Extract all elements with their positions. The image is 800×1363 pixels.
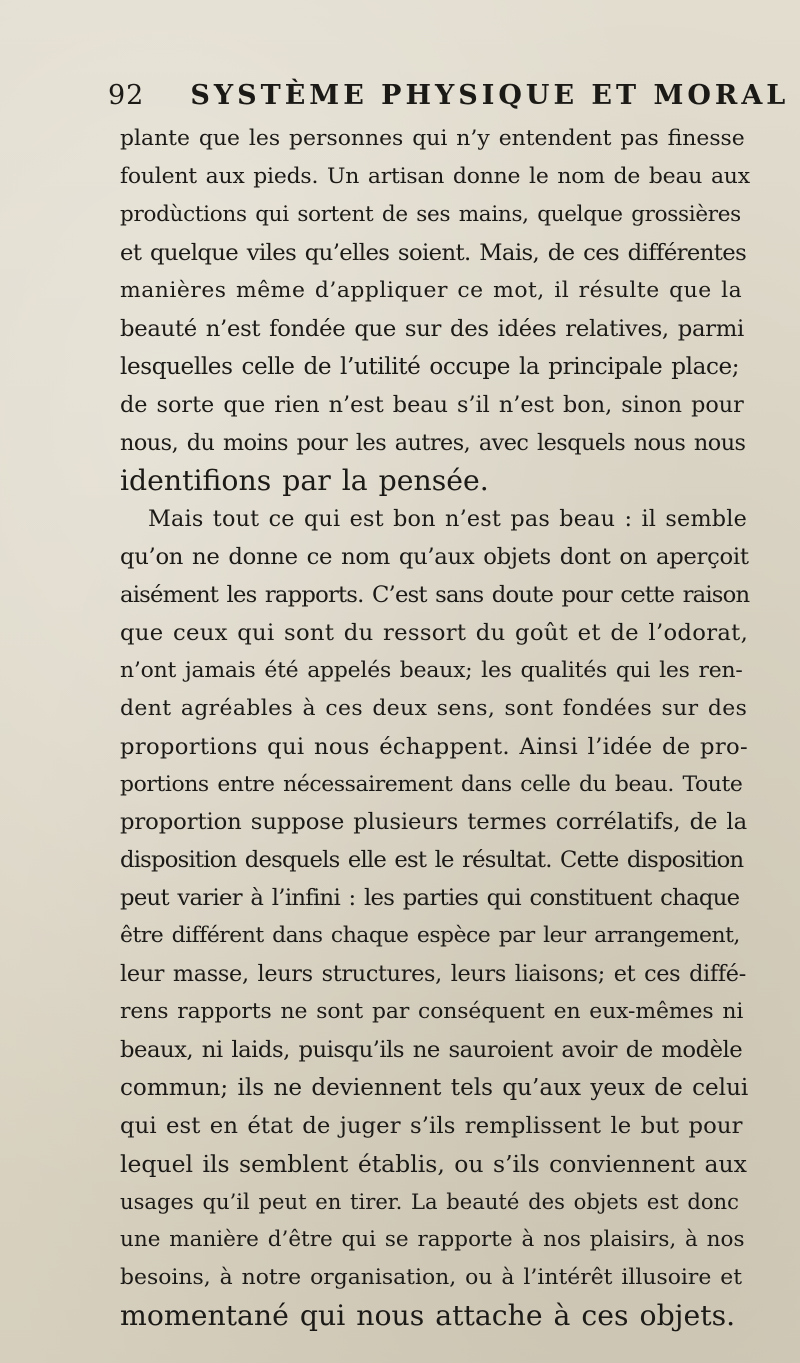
text-line: une manière d’être qui se rapporte à nos plaisirs, à nos bbox=[120, 1227, 745, 1253]
text-line: beauté n’est fondée que sur des idées relatives, parmi bbox=[120, 315, 744, 342]
text-line: prodùctions qui sortent de ses mains, quelque grossières bbox=[120, 201, 741, 227]
text-line: qu’on ne donne ce nom qu’aux objets dont on aperçoit bbox=[120, 543, 749, 570]
text-line: besoins, à notre organisation, ou à l’intérêt illusoire et bbox=[120, 1265, 743, 1291]
text-line: et quelque viles qu’elles soient. Mais, de ces différentes bbox=[120, 239, 747, 266]
text-line: foulent aux pieds. Un artisan donne le nom de beau aux bbox=[120, 164, 750, 189]
text-line: n’ont jamais été appelés beaux; les qualités qui les ren- bbox=[120, 657, 743, 683]
page-number: 92 bbox=[108, 80, 145, 111]
text-line: de sorte que rien n’est beau s’il n’est bon, sinon pour bbox=[120, 391, 744, 418]
text-line: aisément les rapports. C’est sans doute pour cette raison bbox=[120, 581, 750, 608]
text-line: rens rapports ne sont par conséquent en eux-mêmes ni bbox=[120, 999, 744, 1025]
text-line: proportion suppose plusieurs termes corrélatifs, de la bbox=[120, 809, 748, 836]
text-line: que ceux qui sont du ressort du goût et de l’odorat, bbox=[120, 619, 749, 646]
text-line: disposition desquels elle est le résultat. Cette disposition bbox=[120, 847, 744, 874]
text-line: qui est en état de juger s’ils remplissent le but pour bbox=[120, 1113, 743, 1140]
text-line: usages qu’il peut en tirer. La beauté des objets est donc bbox=[120, 1189, 739, 1215]
text-line: lequel ils semblent établis, ou s’ils conviennent aux bbox=[120, 1150, 747, 1179]
text-line: dent agréables à ces deux sens, sont fondées sur des bbox=[120, 695, 748, 721]
text-line: être différent dans chaque espèce par leur arrangement, bbox=[120, 923, 740, 949]
text-line: commun; ils ne deviennent tels qu’aux yeux de celui bbox=[120, 1075, 749, 1102]
text-line: manières même d’appliquer ce mot, il résulte que la bbox=[120, 277, 743, 303]
text-line: portions entre nécessairement dans celle du beau. Toute bbox=[120, 771, 743, 797]
text-line: beaux, ni laids, puisqu’ils ne sauroient avoir de modèle bbox=[120, 1037, 743, 1064]
text-line: plante que les personnes qui n’y entendent pas finesse bbox=[120, 126, 745, 151]
running-title: SYSTÈME PHYSIQUE ET MORAL bbox=[190, 80, 790, 111]
text-line: lesquelles celle de l’utilité occupe la principale place; bbox=[120, 353, 740, 380]
text-line: identifions par la pensée. bbox=[120, 463, 489, 497]
text-line: nous, du moins pour les autres, avec lesquels nous nous bbox=[120, 429, 746, 456]
text-line: proportions qui nous échappent. Ainsi l’idée de pro- bbox=[120, 733, 748, 760]
text-line: momentané qui nous attache à ces objets. bbox=[120, 1299, 736, 1332]
text-line: leur masse, leurs structures, leurs liaisons; et ces diffé- bbox=[120, 961, 746, 988]
text-line: peut varier à l’infini : les parties qui constituent chaque bbox=[120, 885, 740, 912]
text-line: Mais tout ce qui est bon n’est pas beau : il semble bbox=[148, 505, 747, 532]
